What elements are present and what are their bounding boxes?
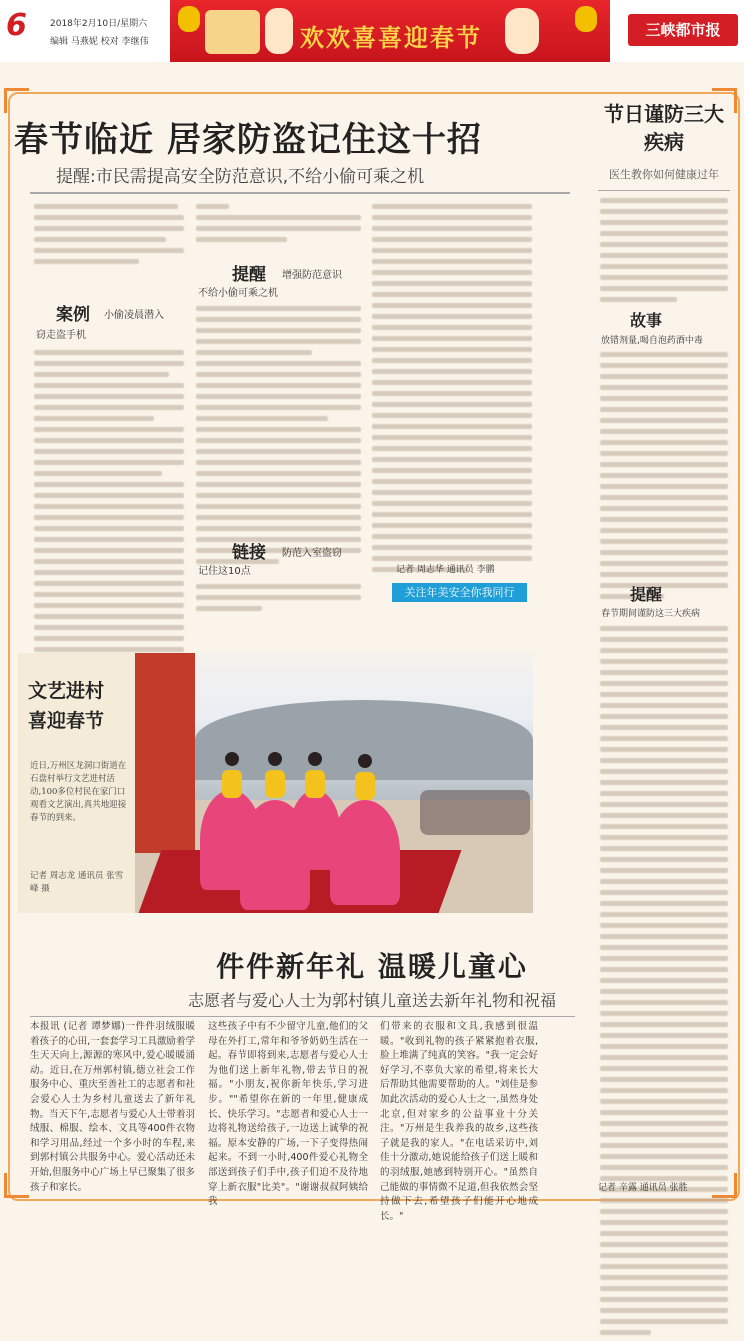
follow-safety-button[interactable]: 关注年美安全你我同行: [392, 583, 527, 602]
temple-illustration: [205, 10, 260, 54]
banner-slogan: 欢欢喜喜迎春节: [300, 23, 482, 52]
dancer-bodice: [222, 770, 242, 798]
tips-column: [372, 204, 532, 578]
section-heading-case: 案例: [56, 305, 90, 325]
frame-corner: [4, 1173, 29, 1198]
section-heading-story: 故事: [630, 311, 663, 330]
audience-group: [420, 790, 530, 835]
section-sub-case: 小偷凌晨潜入: [104, 310, 164, 321]
photo-hills: [195, 700, 533, 780]
dancer-figure: [330, 800, 400, 905]
body-column: [34, 350, 184, 669]
section-sub-story: 放错剂量,喝自泡药酒中毒: [601, 336, 703, 346]
body-column: [196, 584, 361, 617]
frame-corner: [4, 88, 29, 113]
photo-credit: 记者 周志龙 通讯员 张雪峰 摄: [30, 871, 124, 894]
bottom-column-3: 们带来的衣服和文具,我感到很温暖。"收到礼物的孩子紧紧抱着衣服,脸上堆满了纯真的笑容。"我一定会好好学习,不辜负大家的希望,将来长大后帮助其他需要帮助的人。"刘佳是参加此次活动的爱心人士之一,虽然身处北京,但对家乡的公益事业十分关注。"万州是生我养我的故乡,这些孩子就是我的家人。"在电话采访中,刘佳十分激动,她说能给孩子们送上暖和的羽绒服,她感到特别开心。"虽然自己能做的事情微不足道,但我依然会坚持做下去,希望孩子们能开心地成长。": [380, 1021, 538, 1222]
photo-building: [135, 653, 195, 853]
dancer-head: [308, 752, 322, 766]
section-heading-remind: 提醒: [232, 265, 266, 285]
section-sub-side-remind: 春节期间谨防这三大疾病: [601, 609, 701, 619]
dancer-head: [358, 754, 372, 768]
photo-title: 文艺进村 喜迎春节: [28, 680, 105, 732]
page-number: 6: [6, 8, 27, 43]
section-heading-link: 链接: [232, 543, 266, 563]
issue-date: 2018年2月10日/星期六: [50, 19, 148, 29]
body-column: [196, 204, 361, 248]
lantern-icon: [575, 6, 597, 32]
body-column: [34, 204, 184, 270]
child-figure-icon: [265, 8, 293, 54]
dancer-head: [225, 752, 239, 766]
side-subheadline: 医生教你如何健康过年: [609, 168, 719, 181]
section-sub-remind: 增强防范意识: [282, 270, 342, 281]
bottom-column-1: 本报讯 (记者 谭梦娜)一件件羽绒服暖着孩子的心田,一套套学习工具激励着学生天天向上,源源的寒风中,爱心暖暖涌动。近日,在万州郭村镇,德立社会工作服务中心、重庆至善社工的志愿者和社会爱心人士为乡村儿童送去了新年礼物。当天下午,志愿者与爱心人士带着羽绒服、棉服、绘本、文具等400件衣物和学习用品,经过一个多小时的车程,来到郭村镇公共服务中心。爱心活动还未开始,但服务中心广场上早已聚集了很多孩子和家长。: [30, 1021, 195, 1193]
dancer-bodice: [305, 770, 325, 798]
section-sub-remind-2: 不给小偷可乘之机: [198, 288, 278, 299]
body-column: [196, 306, 361, 570]
newspaper-logo: 三峡都市报: [628, 14, 738, 46]
bottom-headline: 件件新年礼 温暖儿童心: [216, 950, 528, 983]
child-figure-icon: [505, 8, 539, 54]
side-headline: 节日谨防三大疾病: [604, 102, 724, 154]
side-credit: 记者 辛露 通讯员 张胜: [598, 1183, 688, 1193]
bottom-subheadline: 志愿者与爱心人士为郭村镇儿童送去新年礼物和祝福: [187, 991, 556, 1010]
dancer-bodice: [355, 772, 375, 800]
photo-caption: 近日,万州区龙洞口街道在石盘村举行文艺进村活动,100多位村民在家门口观看文艺演出,真共地迎接春节的到来。: [30, 761, 127, 823]
editors-line: 编辑 马燕妮 校对 李继伟: [50, 37, 149, 47]
divider: [30, 1016, 575, 1017]
section-sub-case-2: 窃走盗手机: [36, 330, 86, 341]
dancer-head: [268, 752, 282, 766]
main-credit: 记者 周志华 通讯员 李鹏: [396, 565, 495, 575]
divider: [30, 192, 570, 194]
main-headline: 春节临近 居家防盗记住这十招: [14, 120, 482, 160]
side-body-column: [600, 352, 728, 605]
dancer-bodice: [265, 770, 285, 798]
section-sub-link-2: 记住这10点: [198, 566, 251, 577]
bottom-column-2: 这些孩子中有不少留守儿童,他们的父母在外打工,常年和爷爷奶奶生活在一起。春节即将到来,志愿者与爱心人士为他们送上新年礼物,带去节日的祝福。"小朋友,祝你新年快乐,学习进步。""希望你在新的一年里,健康成长、快乐学习。"志愿者和爱心人士一边将礼物送给孩子,一边送上诚挚的祝福。原本安静的广场,一下子变得热闹起来。不到一小时,400件爱心礼物全部送到孩子们手中,孩子们迫不及待地穿上新衣服"比美"。"谢谢叔叔阿姨给我: [208, 1021, 368, 1208]
lantern-icon: [178, 6, 200, 32]
section-sub-link: 防范入室盗窃: [282, 548, 342, 559]
section-heading-side-remind: 提醒: [630, 585, 663, 604]
main-subheadline: 提醒:市民需提高安全防范意识,不给小偷可乘之机: [56, 167, 425, 187]
divider: [598, 190, 730, 191]
side-body-column: [600, 198, 728, 308]
